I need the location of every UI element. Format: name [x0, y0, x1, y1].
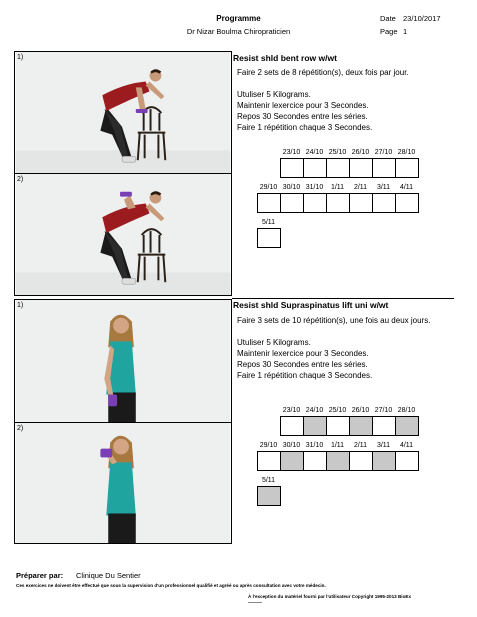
calendar-date-label: 26/10: [351, 407, 370, 414]
calendar-date-label: 25/10: [328, 149, 347, 156]
calendar-date-label: 28/10: [397, 407, 416, 414]
calendar-checkbox[interactable]: [326, 451, 350, 471]
calendar-day: [303, 184, 326, 213]
calendar-checkbox[interactable]: [280, 193, 304, 213]
practitioner-name: Dr Nizar Boulma Chiropraticien: [186, 27, 291, 36]
instruction-spacer: [237, 78, 452, 89]
exercise-2-calendar-row-2: [257, 442, 418, 471]
bent-row-figure-1: [15, 52, 231, 173]
calendar-day: [303, 149, 326, 178]
calendar-checkbox[interactable]: [395, 158, 419, 178]
photo-number: 1): [17, 54, 24, 61]
instruction-rest: Repos 30 Secondes entre les séries.: [237, 112, 368, 121]
calendar-checkbox[interactable]: [372, 451, 396, 471]
calendar-date-label: 24/10: [305, 149, 324, 156]
calendar-day: [395, 149, 418, 178]
calendar-checkbox[interactable]: [303, 416, 327, 436]
instruction-weight: Utuliser 5 Kilograms.: [237, 90, 311, 99]
calendar-day: [326, 184, 349, 213]
calendar-day: [349, 184, 372, 213]
calendar-day: [372, 149, 395, 178]
exercise-1: [14, 51, 454, 296]
exercise-2-instructions: [237, 315, 452, 381]
calendar-date-label: 23/10: [282, 407, 301, 414]
calendar-day: [326, 407, 349, 436]
calendar-checkbox[interactable]: [395, 451, 419, 471]
instruction-rest: Repos 30 Secondes entre les séries.: [237, 360, 368, 369]
calendar-day: [349, 407, 372, 436]
calendar-day: [372, 184, 395, 213]
prepared-by-label: Préparer par:: [16, 571, 64, 580]
calendar-day: [372, 407, 395, 436]
exercise-1-photo-2: [14, 173, 232, 296]
calendar-checkbox[interactable]: [326, 158, 350, 178]
calendar-checkbox[interactable]: [349, 193, 373, 213]
photo-number: 1): [17, 302, 24, 309]
calendar-checkbox[interactable]: [257, 193, 281, 213]
page-title: Programme: [216, 14, 261, 23]
supraspinatus-lift-figure-1: [15, 300, 231, 422]
calendar-checkbox[interactable]: [303, 193, 327, 213]
instruction-hold: Maintenir lexercice pour 3 Secondes.: [237, 349, 369, 358]
calendar-day: [349, 149, 372, 178]
exercise-2-calendar-row-3: [257, 477, 280, 506]
exercise-1-title: Resist shld bent row w/wt: [233, 53, 337, 63]
instruction-sets: Faire 3 sets de 10 répétition(s), une fois au deux jours.: [237, 316, 431, 325]
exercise-2-calendar-row-1: [280, 407, 418, 436]
photo-number: 2): [17, 176, 24, 183]
calendar-checkbox[interactable]: [303, 451, 327, 471]
instruction-weight: Utuliser 5 Kilograms.: [237, 338, 311, 347]
calendar-checkbox[interactable]: [349, 451, 373, 471]
calendar-day: [280, 442, 303, 471]
exercise-1-photo-1: [14, 51, 232, 174]
calendar-day: [280, 407, 303, 436]
supraspinatus-lift-figure-2: [15, 423, 231, 543]
calendar-day: [395, 184, 418, 213]
instruction-spacer: [237, 326, 452, 337]
calendar-day: [257, 442, 280, 471]
calendar-date-label: 5/11: [261, 219, 276, 226]
calendar-day: [257, 477, 280, 506]
calendar-day: [280, 149, 303, 178]
date-label: Date: [380, 14, 396, 23]
calendar-checkbox[interactable]: [280, 158, 304, 178]
calendar-checkbox[interactable]: [395, 193, 419, 213]
calendar-checkbox[interactable]: [280, 416, 304, 436]
calendar-day: [395, 442, 418, 471]
exercise-1-calendar-row-2: [257, 184, 418, 213]
calendar-checkbox[interactable]: [326, 193, 350, 213]
clinic-name: Clinique Du Sentier: [76, 571, 141, 580]
exercise-2-title: Resist shld Supraspinatus lift uni w/wt: [233, 300, 389, 310]
calendar-date-label: 25/10: [328, 407, 347, 414]
instruction-sets: Faire 2 sets de 8 répétition(s), deux fois par jour.: [237, 68, 409, 77]
calendar-day: [326, 442, 349, 471]
instruction-hold: Maintenir lexercice pour 3 Secondes.: [237, 101, 369, 110]
calendar-day: [280, 184, 303, 213]
calendar-day: [372, 442, 395, 471]
exercise-1-instructions: [237, 67, 452, 133]
calendar-day: [257, 219, 280, 248]
calendar-checkbox[interactable]: [257, 228, 281, 248]
calendar-date-label: 29/10: [259, 442, 278, 449]
instruction-tempo: Faire 1 répétition chaque 3 Secondes.: [237, 371, 373, 380]
calendar-checkbox[interactable]: [303, 158, 327, 178]
exercise-2: [14, 296, 454, 544]
calendar-date-label: 31/10: [305, 442, 324, 449]
exercise-divider: [232, 298, 454, 299]
calendar-day: [257, 184, 280, 213]
page-label: Page: [380, 27, 398, 36]
calendar-date-label: 2/11: [353, 184, 368, 191]
exercise-1-calendar-row-3: [257, 219, 280, 248]
calendar-checkbox[interactable]: [372, 416, 396, 436]
page-value: 1: [403, 27, 408, 36]
exercise-1-calendar-row-1: [280, 149, 418, 178]
page-field: [380, 27, 408, 36]
calendar-date-label: 30/10: [282, 442, 301, 449]
date-value: 23/10/2017: [403, 14, 441, 23]
copyright-text: À l'exception du matériel fourni par l'utilisateur Copyright 1995-2013 BioEx: [248, 594, 412, 599]
disclaimer-text: Ces exercices ne doivent être effectué que sous la supervision d'un professionnel qualifié et agréé ou après consultation avec votre médecin.: [16, 583, 326, 588]
calendar-date-label: 27/10: [374, 407, 393, 414]
photo-number: 2): [17, 425, 24, 432]
calendar-date-label: 26/10: [351, 149, 370, 156]
calendar-checkbox[interactable]: [280, 451, 304, 471]
calendar-date-label: 5/11: [261, 477, 276, 484]
calendar-date-label: 30/10: [282, 184, 301, 191]
exercise-2-photo-1: [14, 299, 232, 423]
date-field: [380, 14, 441, 23]
calendar-day: [303, 442, 326, 471]
calendar-checkbox[interactable]: [257, 451, 281, 471]
calendar-date-label: 2/11: [353, 442, 368, 449]
calendar-date-label: 31/10: [305, 184, 324, 191]
calendar-day: [326, 149, 349, 178]
calendar-date-label: 3/11: [376, 442, 391, 449]
calendar-date-label: 28/10: [397, 149, 416, 156]
calendar-checkbox[interactable]: [372, 193, 396, 213]
instruction-tempo: Faire 1 répétition chaque 3 Secondes.: [237, 123, 373, 132]
calendar-checkbox[interactable]: [395, 416, 419, 436]
calendar-checkbox[interactable]: [257, 486, 281, 506]
exercise-2-photo-2: [14, 422, 232, 544]
calendar-checkbox[interactable]: [372, 158, 396, 178]
calendar-date-label: 27/10: [374, 149, 393, 156]
calendar-day: [349, 442, 372, 471]
calendar-date-label: 3/11: [376, 184, 391, 191]
calendar-date-label: 23/10: [282, 149, 301, 156]
calendar-date-label: 4/11: [399, 184, 414, 191]
calendar-checkbox[interactable]: [326, 416, 350, 436]
calendar-date-label: 29/10: [259, 184, 278, 191]
calendar-date-label: 24/10: [305, 407, 324, 414]
bent-row-figure-2: [15, 174, 231, 295]
footer-underline: [248, 602, 262, 603]
calendar-day: [303, 407, 326, 436]
calendar-date-label: 1/11: [330, 184, 345, 191]
calendar-checkbox[interactable]: [349, 416, 373, 436]
calendar-day: [395, 407, 418, 436]
calendar-date-label: 4/11: [399, 442, 414, 449]
calendar-checkbox[interactable]: [349, 158, 373, 178]
calendar-date-label: 1/11: [330, 442, 345, 449]
